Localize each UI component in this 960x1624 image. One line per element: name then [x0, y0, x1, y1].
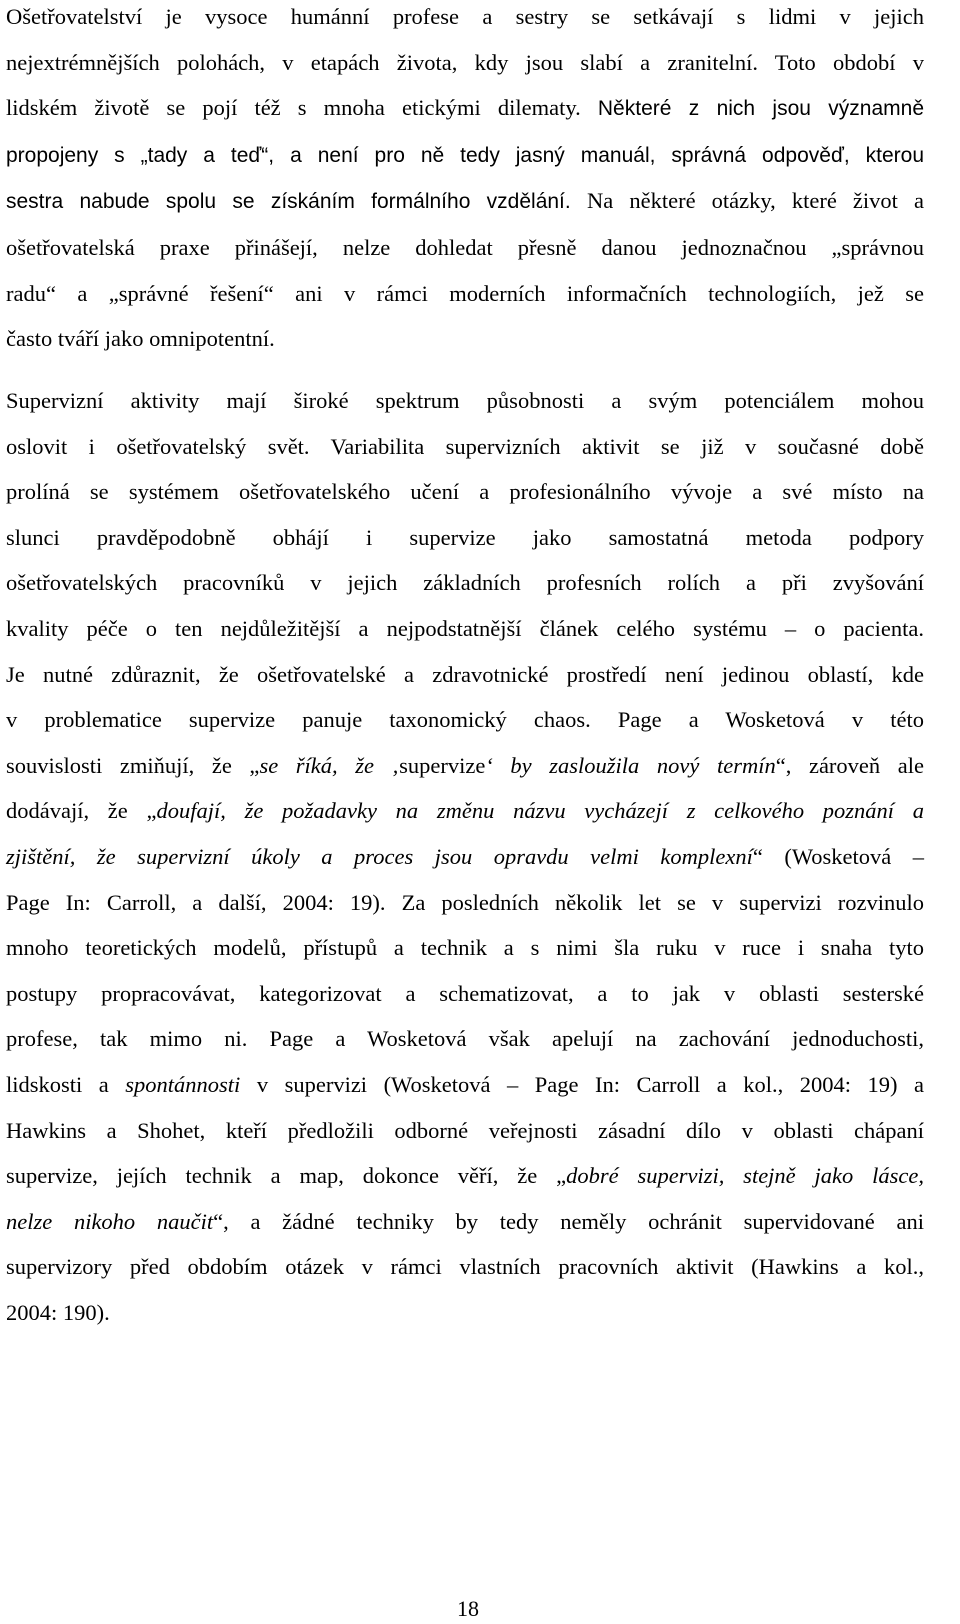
text-run: Ošetřovatelství je vysoce humánní profese a sestry se setkávají s lidmi v jejich	[6, 4, 924, 29]
text-run: radu“ a „správné řešení“ ani v rámci moderních informačních technologiích, jež se	[6, 280, 924, 306]
italic-run: dobré supervizi, stejně jako lásce,	[566, 1163, 924, 1189]
text-line	[6, 1290, 924, 1336]
text-run: dodávají, že „	[6, 798, 157, 824]
text-run: souvislosti zmiňují, že „	[6, 752, 260, 778]
text-line	[6, 515, 924, 561]
text-run: supervize, jejích technik a map, dokonce věří, že „	[6, 1163, 567, 1189]
text-run: Některé z nich jsou významně	[597, 97, 924, 121]
text-run: prolíná se systémem ošetřovatelského učení a profesionálního vývoje a své místo na	[6, 479, 924, 505]
text-line	[6, 178, 924, 225]
text-run: často tváří jako omnipotentní.	[6, 326, 275, 352]
text-run: ošetřovatelská praxe přinášejí, nelze dohledat přesně danou jednoznačnou „správnou	[6, 234, 924, 260]
text-line	[6, 560, 924, 606]
text-line	[6, 1199, 924, 1245]
text-line	[6, 225, 924, 271]
text-line	[6, 378, 924, 424]
text-line	[6, 652, 924, 698]
paragraph-1	[6, 0, 924, 362]
text-line	[6, 834, 924, 880]
text-line	[6, 1244, 924, 1290]
text-line	[6, 1016, 924, 1062]
text-run: Na některé otázky, které život a	[587, 188, 924, 214]
text-line	[6, 469, 924, 515]
text-line	[6, 271, 924, 317]
text-run: lidskosti a	[6, 1071, 126, 1097]
text-line	[6, 1153, 924, 1199]
text-line	[6, 880, 924, 926]
text-run: lidském životě se pojí též s mnoha etickými dilematy.	[6, 95, 598, 121]
text-run: slunci pravděpodobně obhájí i supervize jako samostatná metoda podpory	[6, 524, 924, 550]
text-run: Hawkins a Shohet, kteří předložili odborné veřejnosti zásadní dílo v oblasti chápaní	[6, 1117, 924, 1143]
text-line	[6, 85, 924, 132]
text-run: “, zároveň ale	[775, 752, 924, 778]
text-line	[6, 424, 924, 470]
paragraph-2	[6, 378, 924, 1335]
italic-run: zjištění, že supervizní úkoly a proces jsou opravdu velmi komplexní	[6, 843, 753, 869]
text-run: 2004: 190).	[6, 1299, 110, 1325]
italic-run: ‘ by zasloužila nový termín	[485, 752, 776, 778]
text-run: postupy propracovávat, kategorizovat a schematizovat, a to jak v oblasti sesterské	[6, 980, 924, 1006]
text-line	[6, 132, 924, 179]
text-line	[6, 925, 924, 971]
text-run: nejextrémnějších polohách, v etapách života, kdy jsou slabí a zranitelní. Toto období v	[6, 49, 924, 75]
text-line	[6, 40, 924, 86]
text-run: Page In: Carroll, a další, 2004: 19). Za posledních několik let se v supervizi rozvinulo	[6, 889, 924, 915]
text-line	[6, 0, 924, 40]
text-run: kvality péče o ten nejdůležitější a nejpodstatnější článek celého systému – o pacienta.	[6, 615, 924, 641]
italic-run: se říká, že ‚	[259, 752, 400, 778]
text-run: Supervizní aktivity mají široké spektrum působnosti a svým potenciálem mohou	[6, 388, 924, 413]
text-run: propojeny s „tady a teď“, a není pro ně tedy jasný manuál, správná odpověď, kterou	[6, 143, 924, 167]
italic-run: nelze nikoho naučit	[6, 1208, 214, 1234]
text-run: profese, tak mimo ni. Page a Wosketová však apelují na zachování jednoduchosti,	[6, 1026, 924, 1052]
text-line	[6, 697, 924, 743]
text-run: “, a žádné techniky by tedy neměly ochránit supervidované ani	[213, 1208, 924, 1234]
text-line	[6, 788, 924, 834]
text-run: oslovit i ošetřovatelský svět. Variabilita supervizních aktivit se již v současné době	[6, 433, 924, 459]
text-run: ošetřovatelských pracovníků v jejich základních profesních rolích a při zvyšování	[6, 570, 924, 596]
text-run: v problematice supervize panuje taxonomický chaos. Page a Wosketová v této	[6, 707, 924, 733]
text-run: “ (Wosketová –	[752, 843, 924, 869]
text-run: supervize	[399, 752, 486, 778]
text-line	[6, 606, 924, 652]
italic-run: spontánnosti	[125, 1071, 241, 1097]
text-run: sestra nabude spolu se získáním formálního vzdělání.	[6, 190, 588, 214]
text-run: mnoho teoretických modelů, přístupů a technik a s nimi šla ruku v ruce i snaha tyto	[6, 935, 924, 961]
text-run: supervizory před obdobím otázek v rámci vlastních pracovních aktivit (Hawkins a kol.,	[6, 1254, 924, 1280]
text-line	[6, 316, 924, 362]
text-line	[6, 1062, 924, 1108]
text-run: Je nutné zdůraznit, že ošetřovatelské a zdravotnické prostředí není jedinou oblastí, kde	[6, 661, 924, 687]
text-line	[6, 1108, 924, 1154]
text-line	[6, 971, 924, 1017]
text-run: v supervizi (Wosketová – Page In: Carroll a kol., 2004: 19) a	[240, 1071, 924, 1097]
text-line	[6, 743, 924, 789]
page-number: 18	[457, 1596, 479, 1621]
italic-run: doufají, že požadavky na změnu názvu vycházejí z celkového poznání a	[156, 798, 925, 824]
